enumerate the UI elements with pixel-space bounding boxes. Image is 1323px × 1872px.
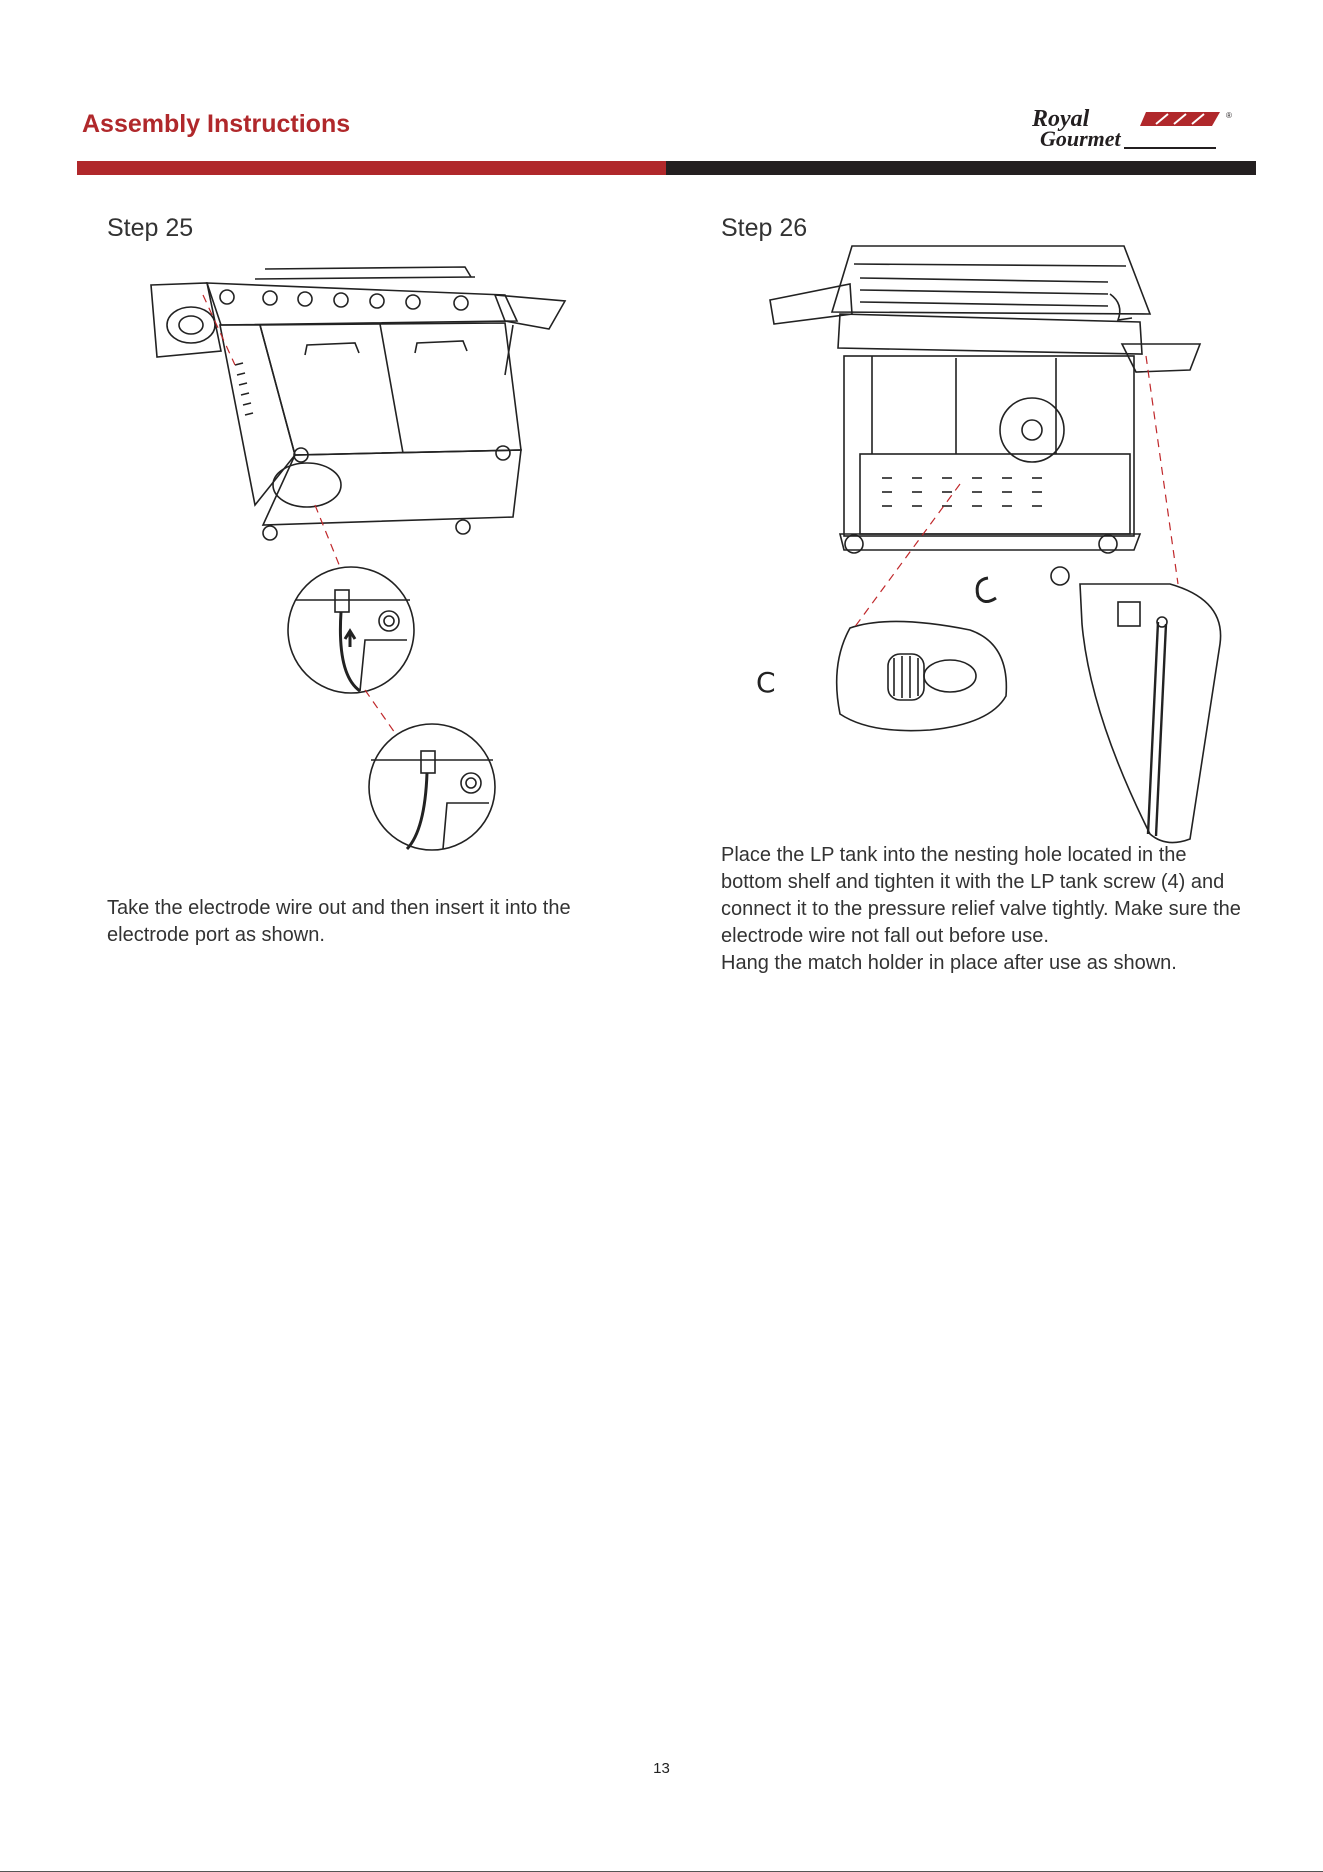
step-26-illustration [756,244,1230,844]
brand-logo [1028,104,1236,150]
step-25-instructions: Take the electrode wire out and then insert it into the electrode port as shown. [107,897,571,946]
step-26-instructions [721,842,1241,977]
step-26-paragraph-2: Hang the match holder in place after use as shown. [721,952,1177,974]
step-25-illustration [145,255,575,865]
page-title: Assembly Instructions [82,110,351,138]
logo-registered-mark: ® [1226,111,1232,120]
page-number: 13 [653,1760,670,1777]
callout-letter-c: C [756,666,776,699]
step-26-title: Step 26 [721,214,808,242]
step-25-title: Step 25 [107,214,194,242]
step-26-paragraph-1: Place the LP tank into the nesting hole located in the bottom shelf and tighten it with the LP tank screw (4) and connect it to the pressure relief valve tightly. Make sure the electrode wire not fall out before use. [721,844,1241,947]
header-bar-dark [666,161,1256,175]
header-bar-red [77,161,666,175]
logo-text-gourmet: Gourmet [1040,126,1121,151]
logo-text-royal: Royal [1032,106,1090,132]
